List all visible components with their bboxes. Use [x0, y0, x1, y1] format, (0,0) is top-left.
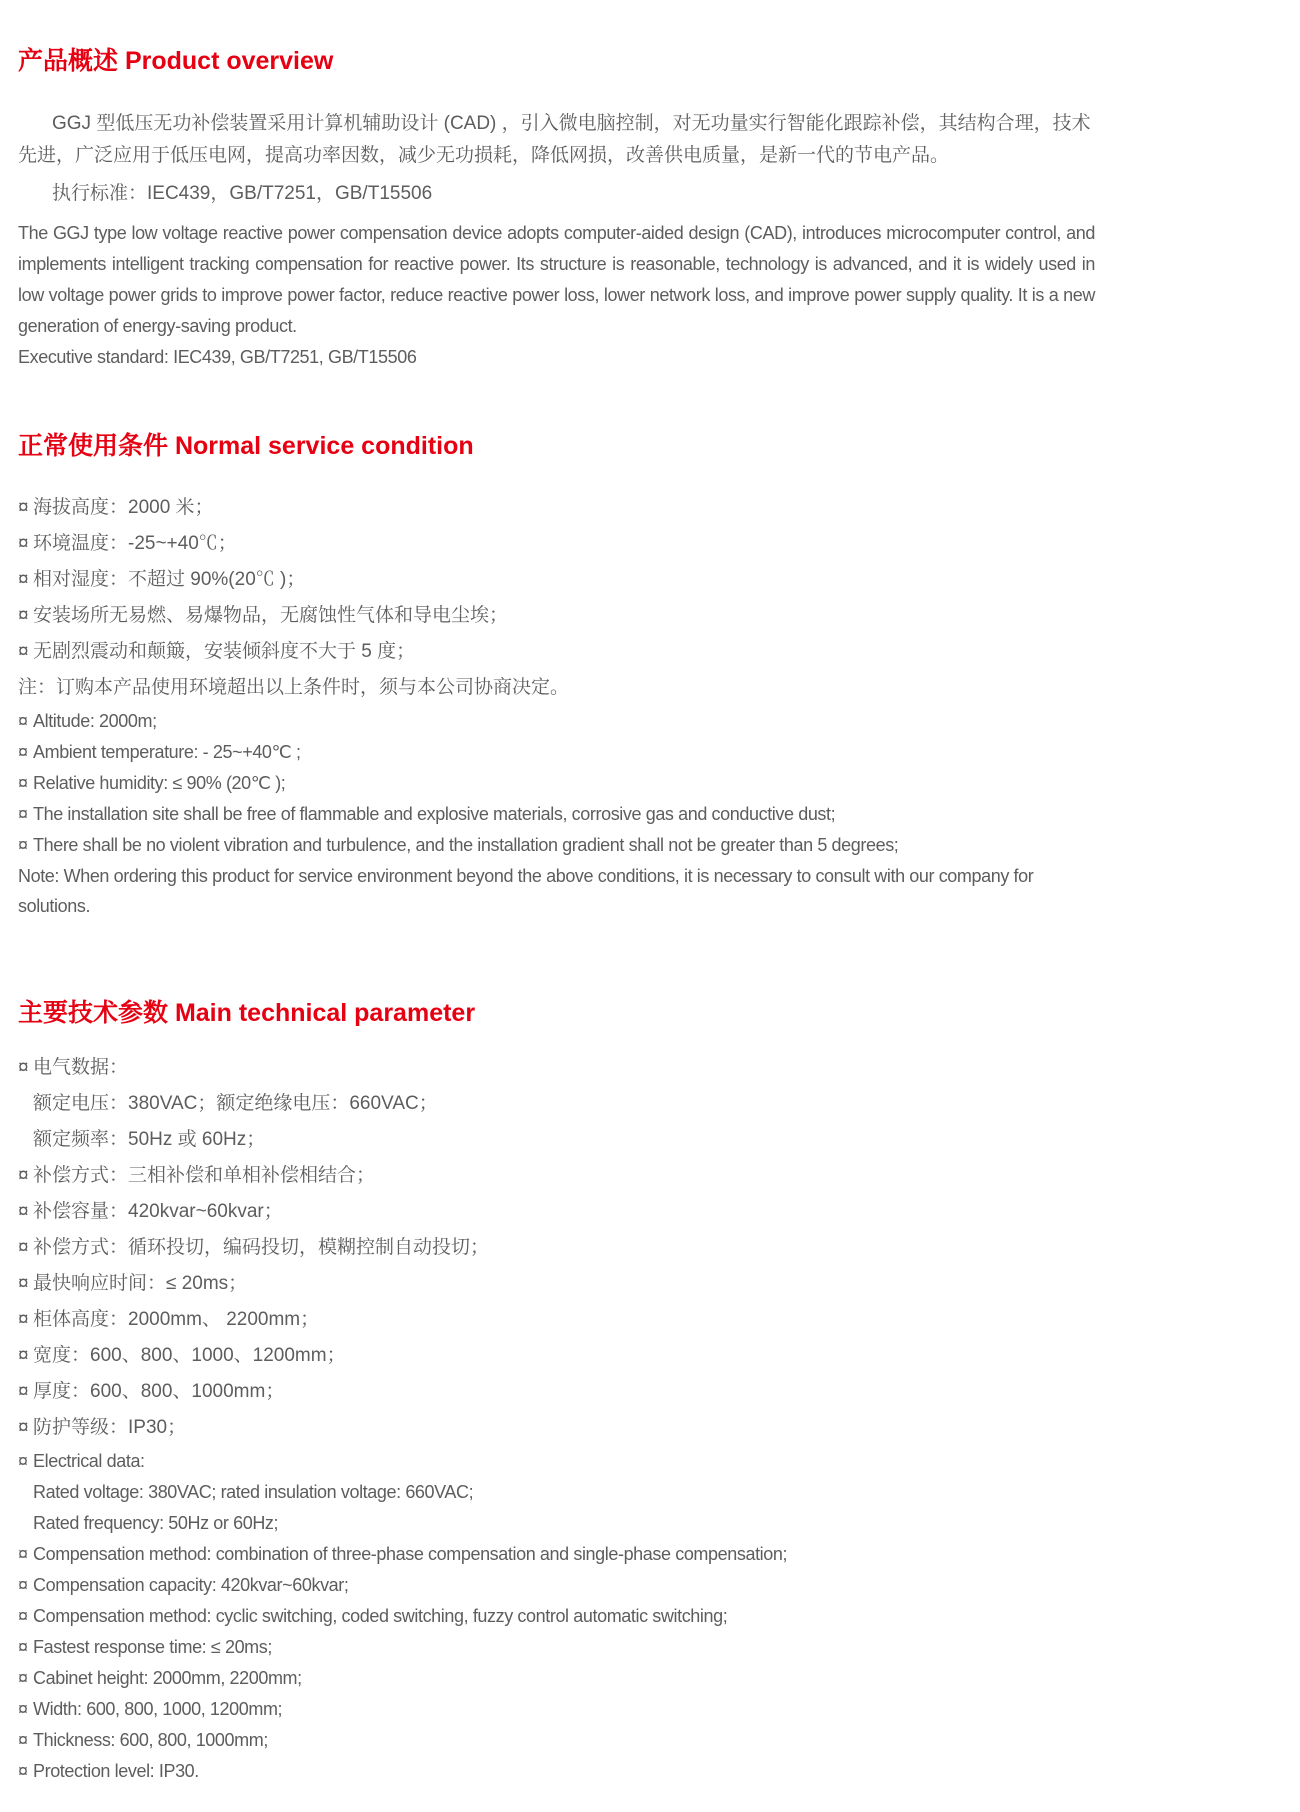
list-item-continuation: [18, 1122, 1095, 1158]
list-item: [18, 1374, 1095, 1410]
list-item: [18, 768, 1095, 799]
list-item-text: Electrical data:: [33, 1451, 145, 1471]
bullet-icon: ¤: [18, 1309, 29, 1330]
list-item: [18, 1194, 1095, 1230]
bullet-icon: ¤: [18, 1165, 29, 1186]
list-item-continuation: [18, 1086, 1095, 1122]
bullet-icon: ¤: [18, 533, 29, 554]
bullet-icon: ¤: [18, 1668, 28, 1688]
list-item: [18, 706, 1095, 737]
service-condition-list-zh: [18, 490, 1095, 670]
list-item: [18, 1570, 1095, 1601]
list-item: [18, 1410, 1095, 1446]
list-item: [18, 1663, 1095, 1694]
list-item-text: 补偿容量：420kvar~60kvar；: [33, 1201, 283, 1222]
list-item: [18, 1539, 1095, 1570]
bullet-icon: ¤: [18, 1345, 29, 1366]
overview-standard-en: Executive standard: IEC439, GB/T7251, GB/T15506: [18, 347, 417, 367]
list-item: [18, 490, 1095, 526]
list-item: [18, 1338, 1095, 1374]
list-item-text: Fastest response time: ≤ 20ms;: [33, 1637, 272, 1657]
list-item: [18, 1725, 1095, 1756]
list-item-continuation: [18, 1508, 1095, 1539]
list-item-text: Ambient temperature: - 25~+40℃ ;: [33, 742, 301, 762]
list-item-text: 环境温度：-25~+40℃；: [33, 533, 237, 554]
list-item-text: 无剧烈震动和颠簸，安装倾斜度不大于 5 度；: [33, 641, 416, 662]
bullet-icon: ¤: [18, 605, 29, 626]
bullet-icon: ¤: [18, 1237, 29, 1258]
list-item-text: 最快响应时间：≤ 20ms；: [33, 1273, 248, 1294]
bullet-icon: ¤: [18, 1699, 28, 1719]
list-item-text: There shall be no violent vibration and turbulence, and the installation gradient shall not be greater than 5 degrees;: [33, 835, 899, 855]
service-note-en: Note: When ordering this product for service environment beyond the above conditions, it is necessary to consult with our company for solutions.: [18, 866, 1034, 916]
list-item: [18, 799, 1095, 830]
list-item: [18, 1632, 1095, 1663]
list-item: [18, 1446, 1095, 1477]
service-note-zh: 注：订购本产品使用环境超出以上条件时，须与本公司协商决定。: [18, 677, 570, 698]
list-item: [18, 737, 1095, 768]
bullet-icon: ¤: [18, 1201, 29, 1222]
overview-standard-zh: 执行标准：IEC439，GB/T7251，GB/T15506: [52, 183, 433, 204]
list-item: [18, 1302, 1095, 1338]
overview-paragraph-en: The GGJ type low voltage reactive power compensation device adopts computer-aided design (CAD), introduces microcomputer control, and implements intelligent tracking compensation for reactive power. Its structure is reasonable, technology is advanced, and it is widely used in low voltage power grids to improve power factor, reduce reactive power loss, lower network loss, and improve power supply quality. It is a new generation of energy-saving product.: [18, 223, 1095, 336]
list-item: [18, 1158, 1095, 1194]
list-item-text: 补偿方式：三相补偿和单相补偿相结合；: [33, 1165, 376, 1186]
list-item-text: Protection level: IP30.: [33, 1761, 199, 1781]
heading-product-overview: 产品概述 Product overview: [18, 47, 334, 75]
list-item-text: 电气数据：: [33, 1057, 129, 1078]
list-item-text: 防护等级：IP30；: [33, 1417, 187, 1438]
list-item-text: 补偿方式：循环投切，编码投切，模糊控制自动投切；: [33, 1237, 490, 1258]
service-condition-list-en: [18, 706, 1095, 861]
technical-parameter-list: [18, 1050, 1095, 1787]
list-item-text: Compensation method: combination of three-phase compensation and single-phase compensation;: [33, 1544, 788, 1564]
bullet-icon: ¤: [18, 835, 28, 855]
overview-paragraph-zh: GGJ 型低压无功补偿装置采用计算机辅助设计 (CAD) ，引入微电脑控制，对无功量实行智能化跟踪补偿，其结构合理，技术先进，广泛应用于低压电网，提高功率因数，减少无功损耗，降低网损，改善供电质量，是新一代的节电产品。: [18, 113, 1091, 166]
bullet-icon: ¤: [18, 1544, 28, 1564]
bullet-icon: ¤: [18, 569, 29, 590]
bullet-icon: ¤: [18, 1057, 29, 1078]
list-item: [18, 562, 1095, 598]
bullet-icon: ¤: [18, 742, 28, 762]
list-item: [18, 1756, 1095, 1787]
bullet-icon: ¤: [18, 1575, 28, 1595]
list-item-text: Compensation method: cyclic switching, coded switching, fuzzy control automatic switching;: [33, 1606, 728, 1626]
list-item: [18, 1230, 1095, 1266]
bullet-icon: ¤: [18, 641, 29, 662]
list-item-text: Width: 600, 800, 1000, 1200mm;: [33, 1699, 283, 1719]
list-item-text: 海拔高度：2000 米；: [33, 497, 214, 518]
list-item-text: Rated frequency: 50Hz or 60Hz;: [33, 1513, 279, 1533]
list-item-text: The installation site shall be free of flammable and explosive materials, corrosive gas and conductive dust;: [33, 804, 836, 824]
bullet-icon: ¤: [18, 711, 28, 731]
list-item: [18, 830, 1095, 861]
list-item: [18, 1601, 1095, 1632]
bullet-icon: ¤: [18, 1637, 28, 1657]
heading-normal-service-condition: 正常使用条件 Normal service condition: [18, 432, 474, 460]
list-item: [18, 526, 1095, 562]
bullet-icon: ¤: [18, 1451, 28, 1471]
list-item-text: Compensation capacity: 420kvar~60kvar;: [33, 1575, 349, 1595]
list-item-text: Rated voltage: 380VAC; rated insulation voltage: 660VAC;: [33, 1482, 474, 1502]
list-item-text: 柜体高度：2000mm、 2200mm；: [33, 1309, 320, 1330]
bullet-icon: ¤: [18, 804, 28, 824]
list-item-text: 相对湿度：不超过 90%(20℃ )；: [33, 569, 306, 590]
bullet-icon: ¤: [18, 1606, 28, 1626]
list-item-text: Cabinet height: 2000mm, 2200mm;: [33, 1668, 302, 1688]
list-item-text: Altitude: 2000m;: [33, 711, 157, 731]
bullet-icon: ¤: [18, 1273, 29, 1294]
list-item: [18, 634, 1095, 670]
list-item: [18, 1694, 1095, 1725]
list-item-text: Relative humidity: ≤ 90% (20℃ );: [33, 773, 286, 793]
list-item-text: Thickness: 600, 800, 1000mm;: [33, 1730, 268, 1750]
bullet-icon: ¤: [18, 1761, 28, 1781]
list-item-text: 安装场所无易燃、易爆物品，无腐蚀性气体和导电尘埃；: [33, 605, 509, 626]
bullet-icon: ¤: [18, 1417, 29, 1438]
heading-main-technical-parameter: 主要技术参数 Main technical parameter: [18, 999, 476, 1027]
list-item: [18, 1050, 1095, 1086]
list-item-continuation: [18, 1477, 1095, 1508]
bullet-icon: ¤: [18, 1730, 28, 1750]
list-item-text: 额定频率：50Hz 或 60Hz；: [33, 1129, 266, 1150]
list-item: [18, 1266, 1095, 1302]
list-item-text: 额定电压：380VAC；额定绝缘电压：660VAC；: [33, 1093, 438, 1114]
list-item-text: 宽度：600、800、1000、1200mm；: [33, 1345, 346, 1366]
bullet-icon: ¤: [18, 1381, 29, 1402]
bullet-icon: ¤: [18, 497, 29, 518]
bullet-icon: ¤: [18, 773, 28, 793]
list-item-text: 厚度：600、800、1000mm；: [33, 1381, 285, 1402]
list-item: [18, 598, 1095, 634]
